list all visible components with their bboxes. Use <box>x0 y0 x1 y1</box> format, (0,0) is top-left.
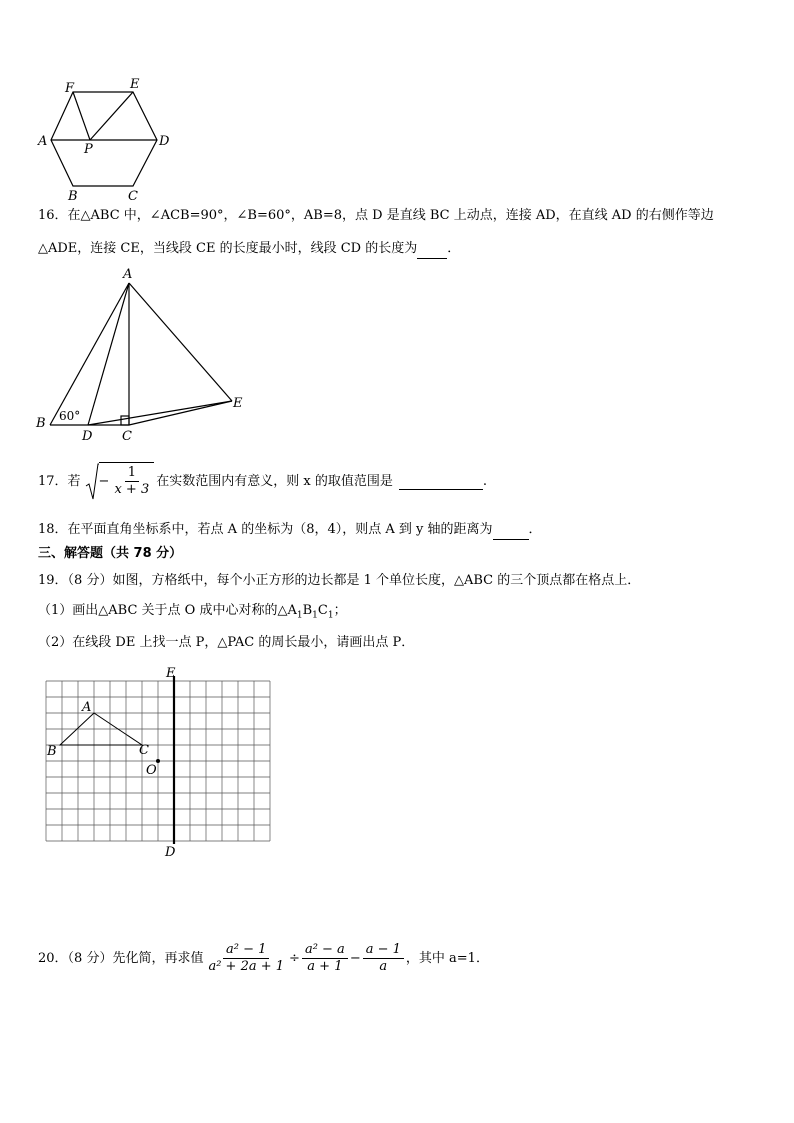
q17-end: . <box>482 474 487 489</box>
label-a: A <box>123 267 133 282</box>
label-d: D <box>165 845 176 860</box>
segment-fp <box>73 92 90 140</box>
q17-num: 1 <box>125 465 139 482</box>
label-e: E <box>233 396 243 411</box>
q17-suffix: 在实数范围内有意义，则 x 的取值范围是 <box>156 474 393 489</box>
section-3-title: 三、解答题（共 78 分） <box>38 546 183 561</box>
label-e: E <box>166 666 176 681</box>
label-b: B <box>68 189 78 202</box>
q20-f2-den: a + 1 <box>307 959 343 974</box>
q20-prefix: 20．（8 分）先化简，再求值 <box>38 950 204 966</box>
q20-div: ÷ <box>289 950 300 966</box>
right-angle-mark <box>121 416 129 425</box>
q20-f2-num: a² − a <box>302 942 348 959</box>
q20 <box>38 942 489 975</box>
label-c: C <box>122 429 132 444</box>
q17-fraction <box>111 465 152 498</box>
label-b: B <box>47 744 57 759</box>
triangle-figure <box>30 262 260 447</box>
hexagon-figure <box>30 72 180 202</box>
q17 <box>38 462 487 502</box>
label-p: P <box>84 142 93 157</box>
q18-end: ． <box>528 522 542 537</box>
label-c: C <box>128 189 138 202</box>
q19-intro: 19．（8 分）如图，方格纸中，每个小正方形的边长都是 1 个单位长度，△ABC 的三个顶点都在格点上． <box>38 573 641 588</box>
q20-f1-den: a² + 2a + 1 <box>208 959 285 974</box>
q19-c: C <box>317 603 328 618</box>
segment-de <box>88 401 232 425</box>
q20-fraction-2 <box>302 942 348 975</box>
q20-f3-num: a − 1 <box>363 942 404 959</box>
q19-sub-2: 1 <box>312 610 318 621</box>
q19-sub-1: 1 <box>296 610 303 621</box>
q17-answer-blank <box>399 475 483 490</box>
q19-part1 <box>38 602 347 625</box>
segment-ce <box>129 401 232 425</box>
q17-minus: − <box>98 473 110 489</box>
q19-part1-text: （1）画出△ABC 关于点 O 成中心对称的△A <box>38 603 297 618</box>
label-e: E <box>130 77 140 92</box>
label-o: O <box>146 763 157 778</box>
q19-part1-end: ； <box>333 603 347 618</box>
q20-f3-den: a <box>379 959 388 974</box>
q20-minus: − <box>349 950 361 966</box>
label-a: A <box>82 700 92 715</box>
q16-end: ． <box>447 241 461 256</box>
label-f: F <box>65 81 75 96</box>
q20-fraction-3 <box>363 942 404 975</box>
q19-sub-3: 1 <box>327 610 334 621</box>
q17-radicand <box>99 462 155 498</box>
label-c: C <box>139 743 149 758</box>
q16-line2-text: △ADE，连接 CE，当线段 CE 的长度最小时，线段 CD 的长度为 <box>38 241 418 256</box>
q20-suffix: ，其中 a=1． <box>405 950 489 966</box>
segment-ad <box>88 283 129 425</box>
hexagon-shape <box>51 92 157 186</box>
label-b: B <box>36 416 46 431</box>
q19-part2: （2）在线段 DE 上找一点 P，△PAC 的周长最小，请画出点 P． <box>38 635 415 650</box>
q18-text: 18．在平面直角坐标系中，若点 A 的坐标为（8，4），则点 A 到 y 轴的距离为 <box>38 522 493 537</box>
grid-figure <box>38 664 278 860</box>
q19-b: B <box>302 603 313 618</box>
angle-label: 60° <box>59 409 81 423</box>
q16-answer-blank <box>417 240 447 259</box>
q17-den: x + 3 <box>114 482 150 497</box>
segment-ae <box>129 283 232 401</box>
q18 <box>38 521 542 540</box>
q18-answer-blank <box>493 521 529 540</box>
label-a: A <box>38 134 48 149</box>
q20-fraction-1 <box>205 942 287 975</box>
label-d: D <box>82 429 93 444</box>
q20-f1-num: a² − 1 <box>223 942 269 959</box>
q17-prefix: 17．若 <box>38 474 81 489</box>
segment-ab <box>50 283 129 425</box>
q16-line1: 16．在△ABC 中，∠ACB=90°，∠B=60°，AB=8，点 D 是直线 BC 上动点，连接 AD，在直线 AD 的右侧作等边 <box>38 208 714 223</box>
q16-line2 <box>38 240 460 259</box>
radical-sign-icon <box>85 462 99 502</box>
label-d: D <box>159 134 170 149</box>
segment-ep <box>90 92 133 140</box>
